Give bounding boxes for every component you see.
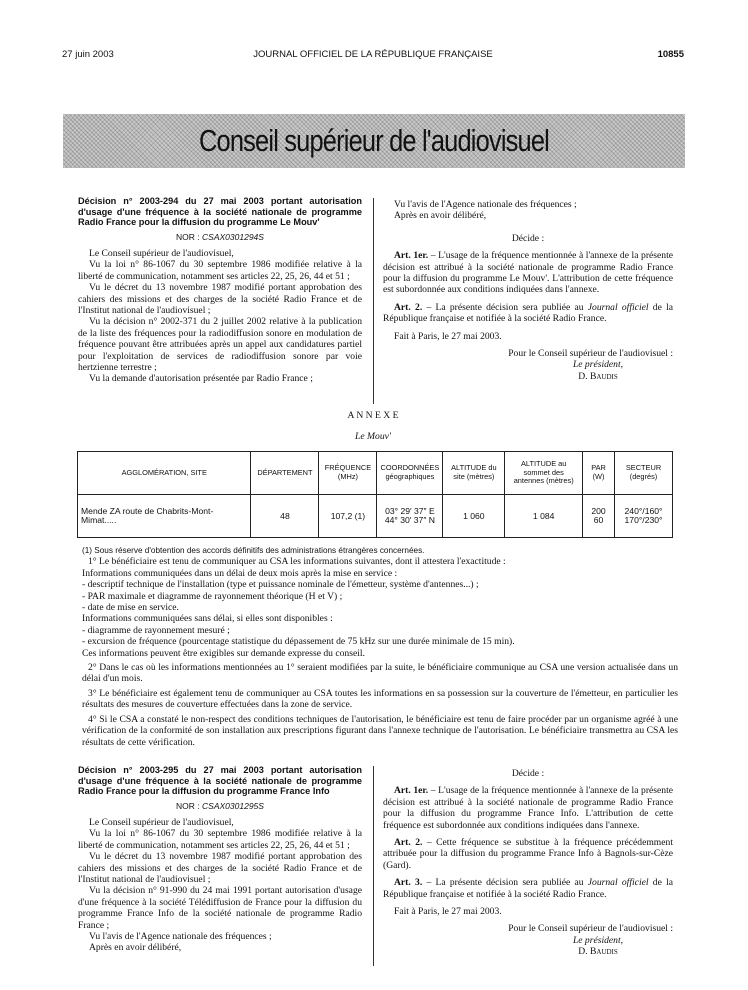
decision1-signature-name: D. Baudis — [578, 370, 618, 382]
decision1-preamble-3: Vu la décision n° 2002-371 du 2 juillet 2002 relative à la publication de la liste des fréquences pour la radiodiffusion sonore en modulation de fréquence pouvant être attribuées après un appel aux candidatures partiel pour l'exploitation de services de radiodiffusion sonore par voie hertzienne terrestre ; — [78, 316, 362, 373]
cell-altitude-site: 1 060 — [443, 495, 505, 538]
decision2-preamble-1: Vu la loi n° 86-1067 du 30 septembre 1986 modifiée relative à la liberté de communication, notamment ses articles 22, 25, 26, 44 et 51 ; — [78, 828, 362, 851]
decision2-article-2: Art. 2. – Cette fréquence se substitue à la fréquence précédemment attribuée pour la diffusion du programme France Info à Bagnols-sur-Cèze (Gard). — [383, 837, 673, 871]
decision2-preamble-2: Vu le décret du 13 novembre 1987 modifié portant approbation des cahiers des missions et des charges de la société Radio France et de l'Institut national de l'audiovisuel ; — [78, 851, 362, 885]
cell-altitude-antenne: 1 084 — [505, 495, 583, 538]
decision1-decide: Décide : — [511, 232, 545, 244]
decision2-signature-for: Pour le Conseil supérieur de l'audiovisuel : — [508, 923, 673, 935]
column-header: PAR (W) — [583, 452, 615, 495]
column-header: FRÉQUENCE (MHz) — [319, 452, 377, 495]
decision1-right-column — [383, 199, 673, 382]
decision1-article-1: Art. 1er. – L'usage de la fréquence mentionnée à l'annexe de la présente décision est attribué à la société nationale de programme Radio France pour la diffusion du programme Le Mouv'. L'attribution de cette fréquence est subordonnée aux conditions indiquées dans l'annexe. — [383, 250, 673, 296]
column-header: ALTITUDE du site (mètres) — [443, 452, 505, 495]
page-header — [62, 49, 684, 63]
decision2-left-column — [78, 765, 362, 954]
table-row — [78, 495, 673, 538]
decision2-right-column — [383, 768, 673, 958]
table-header-row — [78, 452, 673, 495]
column-header: ALTITUDE au sommet des antennes (mètres) — [505, 452, 583, 495]
decision2-nor-code: CSAX0301295S — [202, 800, 264, 811]
annexe-body — [82, 545, 678, 748]
decision2-signature-name: D. Baudis — [578, 946, 618, 958]
decision1-preamble-2: Vu le décret du 13 novembre 1987 modifié portant approbation des cahiers des missions et des charges de la société Radio France et de l'Institut national de l'audiovisuel ; — [78, 282, 362, 316]
column-header: DÉPARTEMENT — [251, 452, 319, 495]
annexe-paragraph: 2° Dans le cas où les informations mentionnées au 1° seraient modifiées par la suite, le bénéficiaire communique au CSA une version actualisée dans un délai d'un mois. — [82, 662, 678, 685]
banner-title: Conseil supérieur de l'audiovisuel — [198, 123, 550, 158]
decision2-preamble-3: Vu la décision n° 91-990 du 24 mai 1991 portant autorisation d'usage d'une fréquence à la société Télédiffusion de France pour la diffusion du programme France Info de la société nationale de programme Radio France ; — [78, 885, 362, 931]
header-journal: JOURNAL OFFICIEL DE LA RÉPUBLIQUE FRANÇAISE — [253, 49, 493, 60]
decision2-preamble-0: Le Conseil supérieur de l'audiovisuel, — [89, 816, 234, 828]
column-rule-1 — [373, 198, 374, 404]
annexe-paragraph: - date de mise en service. — [82, 602, 179, 614]
cell-frequence: 107,2 (1) — [319, 495, 377, 538]
annexe-paragraph: Informations communiquées dans un délai de deux mois après la mise en service : — [82, 567, 398, 579]
decision1-left-column — [78, 196, 362, 385]
cell-site: Mende ZA route de Chabrits-Mont-Mimat..... — [78, 495, 251, 538]
annexe-footnote: (1) Sous réserve d'obtention des accords définitifs des administrations étrangères concernées. — [82, 546, 425, 555]
decision1-intro-0: Vu l'avis de l'Agence nationale des fréquences ; — [394, 199, 577, 210]
column-header: COORDONNÉES géographiques — [377, 452, 443, 495]
decision1-title: Décision n° 2003-294 du 27 mai 2003 portant autorisation d'usage d'une fréquence à la société nationale de programme Radio France pour la diffusion du programme Le Mouv' — [78, 196, 362, 227]
decision1-signature-for: Pour le Conseil supérieur de l'audiovisuel : — [508, 348, 673, 360]
cell-coordonnees: 03° 29′ 37″ E 44° 30′ 37″ N — [377, 495, 443, 538]
column-rule-2 — [373, 766, 374, 966]
annexe-paragraph: Ces informations peuvent être exigibles sur demande expresse du conseil. — [82, 647, 365, 659]
decision1-preamble-4: Vu la demande d'autorisation présentée par Radio France ; — [89, 373, 313, 385]
decision2-article-1: Art. 1er. – L'usage de la fréquence mentionnée à l'annexe de la présente décision est attribué à la société nationale de programme Radio France pour la diffusion du programme France Info. L'attribution de cette fréquence est subordonnée aux conditions indiquées dans l'annexe. — [383, 785, 673, 831]
annexe-paragraph: - descriptif technique de l'installation (type et puissance nominale de l'émetteur, système d'antennes...) ; — [82, 579, 479, 591]
annexe-subtitle: Le Mouv' — [355, 431, 391, 442]
decision1-done: Fait à Paris, le 27 mai 2003. — [394, 330, 502, 342]
decision1-intro-1: Après en avoir délibéré, — [394, 210, 487, 222]
decision2-decide: Décide : — [511, 768, 545, 779]
decision2-article-3: Art. 3. – La présente décision sera publiée au Journal officiel de la République française et notifiée à la société Radio France. — [383, 877, 674, 900]
cell-departement: 48 — [251, 495, 319, 538]
decision2-title: Décision n° 2003-295 du 27 mai 2003 portant autorisation d'usage d'une fréquence à la société nationale de programme Radio France pour la diffusion du programme France Info — [78, 765, 362, 796]
section-banner — [63, 114, 685, 168]
decision1-signature-role: Le président, — [572, 359, 624, 371]
decision1-article-2: Art. 2. – La présente décision sera publiée au Journal officiel de la République française et notifiée à la société Radio France. — [383, 301, 674, 325]
annexe-paragraph: 1° Le bénéficiaire est tenu de communiquer au CSA les informations suivantes, dont il attestera l'exactitude : — [88, 556, 506, 568]
decision1-nor-code: CSAX0301294S — [202, 231, 264, 242]
annexe-paragraph: 3° Le bénéficiaire est également tenu de communiquer au CSA toutes les informations en sa possession sur la couverture de l'émetteur, en particulier les résultats des mesures de couverture effectuées dans la zone de service. — [82, 687, 678, 711]
annexe-table — [77, 451, 673, 538]
column-header: SECTEUR (degrés) — [615, 452, 673, 495]
column-header: AGGLOMÉRATION, SITE — [78, 452, 251, 495]
annexe-paragraph: - diagramme de rayonnement mesuré ; — [82, 624, 230, 636]
decision1-preamble-0: Le Conseil supérieur de l'audiovisuel, — [89, 247, 234, 259]
annexe-paragraph: 4° Si le CSA a constaté le non-respect des conditions techniques de l'autorisation, le bénéficiaire est tenu de faire procéder par un organisme agréé à une vérification de la conformité de son installation aux prescriptions figurant dans l'annexe technique de l'autorisation. Le bénéficiaire transmettra au CSA les résultats de cette vérification. — [82, 713, 678, 748]
annexe-paragraph: Informations communiquées sans délai, si elles sont disponibles : — [82, 613, 333, 625]
decision1-preamble-1: Vu la loi n° 86-1067 du 30 septembre 1986 modifiée relative à la liberté de communication, notamment ses articles 22, 25, 26, 44 et 51 ; — [78, 259, 362, 282]
cell-secteur: 240°/160° 170°/230° — [615, 495, 673, 538]
decision2-preamble-4: Vu l'avis de l'Agence nationale des fréquences ; — [89, 930, 272, 942]
decision1-nor: NOR : CSAX0301294S — [176, 231, 264, 242]
cell-par: 200 60 — [583, 495, 615, 538]
annexe-paragraph: - PAR maximale et diagramme de rayonnement théorique (H et V) ; — [82, 590, 343, 602]
decision2-signature-role: Le président, — [572, 934, 624, 946]
decision2-nor: NOR : CSAX0301295S — [176, 800, 264, 811]
header-page-number: 10855 — [657, 49, 684, 60]
header-date: 27 juin 2003 — [62, 49, 114, 60]
annexe-paragraph: - excursion de fréquence (pourcentage statistique du dépassement de 75 kHz sur une durée minimale de 15 min). — [82, 636, 515, 648]
annexe-title: A N N E X E — [347, 410, 399, 421]
decision2-done: Fait à Paris, le 27 mai 2003. — [394, 906, 502, 918]
decision2-preamble-5: Après en avoir délibéré, — [89, 942, 182, 954]
